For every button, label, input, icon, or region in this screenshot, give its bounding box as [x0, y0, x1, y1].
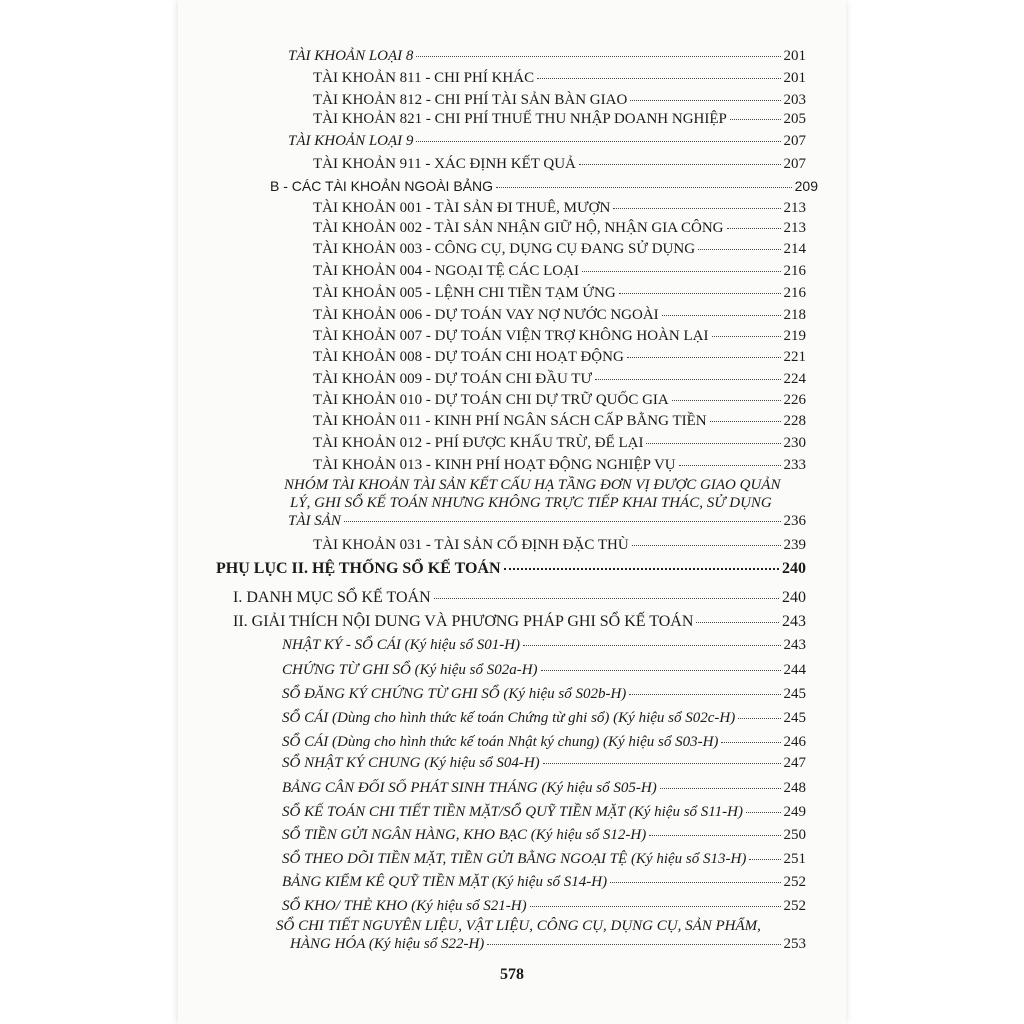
- toc-entry: TÀI KHOẢN 011 - KINH PHÍ NGÂN SÁCH CẤP BẰNG TIỀN 228: [313, 413, 806, 429]
- toc-entry: TÀI KHOẢN 003 - CÔNG CỤ, DỤNG CỤ ĐANG SỬ DỤNG 214: [313, 241, 806, 257]
- toc-entry: SỔ THEO DÕI TIỀN MẶT, TIỀN GỬI BẰNG NGOẠI TỆ (Ký hiệu sổ S13-H) 251: [282, 851, 806, 867]
- toc-section-heading: PHỤ LỤC II. HỆ THỐNG SỔ KẾ TOÁN 240: [216, 560, 806, 577]
- toc-entry: HÀNG HÓA (Ký hiệu sổ S22-H) 253: [290, 936, 806, 952]
- toc-entry: SỔ ĐĂNG KÝ CHỨNG TỪ GHI SỔ (Ký hiệu sổ S02b-H) 245: [282, 686, 806, 702]
- toc-entry: TÀI KHOẢN 010 - DỰ TOÁN CHI DỰ TRỮ QUỐC GIA 226: [313, 392, 806, 408]
- toc-entry: TÀI KHOẢN 031 - TÀI SẢN CỐ ĐỊNH ĐẶC THÙ 239: [313, 537, 806, 553]
- toc-entry: BẢNG CÂN ĐỐI SỐ PHÁT SINH THÁNG (Ký hiệu sổ S05-H) 248: [282, 780, 806, 796]
- toc-entry: TÀI KHOẢN 001 - TÀI SẢN ĐI THUÊ, MƯỢN 213: [313, 200, 806, 216]
- toc-entry: TÀI KHOẢN 004 - NGOẠI TỆ CÁC LOẠI 216: [313, 263, 806, 279]
- toc-entry: TÀI KHOẢN LOẠI 8 201: [288, 48, 806, 64]
- toc-entry: TÀI KHOẢN 911 - XÁC ĐỊNH KẾT QUẢ 207: [313, 156, 806, 172]
- toc-entry: TÀI KHOẢN 821 - CHI PHÍ THUẾ THU NHẬP DOANH NGHIỆP 205: [313, 111, 806, 127]
- toc-entry: TÀI SẢN 236: [288, 513, 806, 529]
- toc-entry: SỔ TIỀN GỬI NGÂN HÀNG, KHO BẠC (Ký hiệu sổ S12-H) 250: [282, 827, 806, 843]
- toc-entry: TÀI KHOẢN 008 - DỰ TOÁN CHI HOẠT ĐỘNG 221: [313, 349, 806, 365]
- toc-entry: TÀI KHOẢN 009 - DỰ TOÁN CHI ĐẦU TƯ 224: [313, 371, 806, 387]
- toc-entry: II. GIẢI THÍCH NỘI DUNG VÀ PHƯƠNG PHÁP GHI SỔ KẾ TOÁN 243: [233, 613, 806, 630]
- toc-entry: SỔ CÁI (Dùng cho hình thức kế toán Nhật ký chung) (Ký hiệu sổ S03-H) 246: [282, 734, 806, 750]
- toc-entry: SỔ CÁI (Dùng cho hình thức kế toán Chứng từ ghi sổ) (Ký hiệu sổ S02c-H) 245: [282, 710, 806, 726]
- toc-entry: SỔ KẾ TOÁN CHI TIẾT TIỀN MẶT/SỔ QUỸ TIỀN MẶT (Ký hiệu sổ S11-H) 249: [282, 804, 806, 820]
- document-page: [178, 0, 846, 1024]
- toc-entry: TÀI KHOẢN 012 - PHÍ ĐƯỢC KHẤU TRỪ, ĐỂ LẠI 230: [313, 435, 806, 451]
- toc-entry: TÀI KHOẢN LOẠI 9 207: [288, 133, 806, 149]
- toc-entry: TÀI KHOẢN 013 - KINH PHÍ HOẠT ĐỘNG NGHIỆP VỤ 233: [313, 457, 806, 473]
- toc-entry: BẢNG KIỂM KÊ QUỸ TIỀN MẶT (Ký hiệu sổ S14-H) 252: [282, 874, 806, 890]
- toc-entry: TÀI KHOẢN 002 - TÀI SẢN NHẬN GIỮ HỘ, NHẬN GIA CÔNG 213: [313, 220, 806, 236]
- toc-entry: TÀI KHOẢN 006 - DỰ TOÁN VAY NỢ NƯỚC NGOÀI 218: [313, 307, 806, 323]
- toc-entry: SỔ KHO/ THẺ KHO (Ký hiệu sổ S21-H) 252: [282, 898, 806, 914]
- materials-heading-line: SỔ CHI TIẾT NGUYÊN LIỆU, VẬT LIỆU, CÔNG CỤ, DỤNG CỤ, SẢN PHẨM,: [276, 918, 761, 934]
- toc-entry: TÀI KHOẢN 005 - LỆNH CHI TIỀN TẠM ỨNG 216: [313, 285, 806, 301]
- page-number: 578: [500, 966, 524, 983]
- toc-entry: NHẬT KÝ - SỔ CÁI (Ký hiệu sổ S01-H) 243: [282, 637, 806, 653]
- toc-entry: SỔ NHẬT KÝ CHUNG (Ký hiệu sổ S04-H) 247: [282, 755, 806, 771]
- group-heading-line: NHÓM TÀI KHOẢN TÀI SẢN KẾT CẤU HẠ TẦNG ĐƠN VỊ ĐƯỢC GIAO QUẢN: [284, 477, 781, 493]
- toc-entry: CHỨNG TỪ GHI SỔ (Ký hiệu sổ S02a-H) 244: [282, 662, 806, 678]
- toc-entry: I. DANH MỤC SỔ KẾ TOÁN 240: [233, 589, 806, 606]
- toc-entry: TÀI KHOẢN 812 - CHI PHÍ TÀI SẢN BÀN GIAO 203: [313, 92, 806, 108]
- toc-entry: TÀI KHOẢN 007 - DỰ TOÁN VIỆN TRỢ KHÔNG HOÀN LẠI 219: [313, 328, 806, 344]
- group-heading-line: LÝ, GHI SỔ KẾ TOÁN NHƯNG KHÔNG TRỰC TIẾP KHAI THÁC, SỬ DỤNG: [290, 495, 772, 511]
- toc-entry: TÀI KHOẢN 811 - CHI PHÍ KHÁC 201: [313, 70, 806, 86]
- toc-entry: B - CÁC TÀI KHOẢN NGOÀI BẢNG 209: [270, 178, 818, 194]
